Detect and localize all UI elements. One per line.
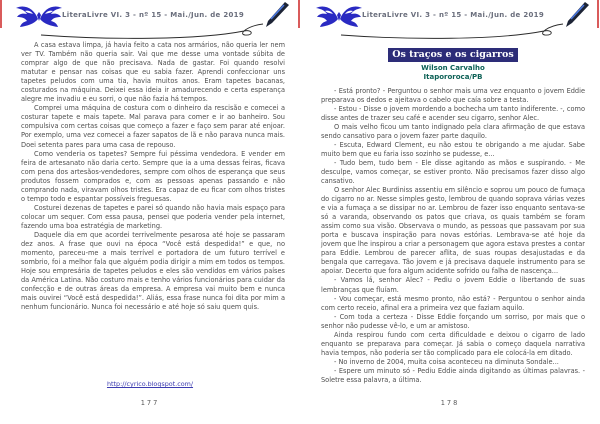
paragraph: Costurei dezenas de tapetes e parei só quando não havia mais espaço para colocar um sequer. Com essa pausa, pensei que poderia vender pela internet, fazendo uma boa estratégia de marketing. [21,203,285,230]
issue-title: LiteraLivre VI. 3 - nº 15 - Mai./Jun. de 2019 [62,11,244,19]
story-text-column [321,87,585,386]
page-header [321,0,585,41]
story-author: Wilson Carvalho [421,63,485,72]
story-heading [321,42,585,82]
right-page [300,0,600,424]
paragraph: - Escuta, Edward Clement, eu não estou te obrigando a me ajudar. Sabe muito bem que eu faria isso sozinho se pudesse, e... [321,140,585,158]
story-title: Os traços e os cigarros [388,48,518,62]
page-header [21,0,285,41]
paragraph: A casa estava limpa, já havia feito a cata nos armários, não queria ler nem ver TV. Também não queria sair. Vai que me desse uma vontade súbita de comprar algo de que não precisava. Nada de gastar. Foi quando resolvi matutar e pensar nas coisas que eu sabia fazer. Aprendi confeccionar uns tapetes peludos com uma tia, havia muitos anos. Eram tapetes bacanas, costurados na máquina. Deixei essa ideia ir amadurecendo e certa esperança alegre me invadiu e eu sorri, o que não fazia há tempos. [21,41,285,104]
paragraph: Daquele dia em que acordei terrivelmente pesarosa até hoje se passaram dez anos. A frase que ouvi na época “Você está despedida!” e que, no momento, pareceu-me a mais terrível e portadora de um futuro terrível e sombrio, foi a melhor fala que alguém podia dirigir a mim em todos os tempos. Hoje sou empresária de tapetes peludos e eles são vendidos em vários países da América Latina. Não costuro mais e tenho vários funcionários para cuidar da confecção e de outras áreas da empresa. A empresa vai muito bem e nunca mais ouvirei “Você está despedida!”. Aliás, essa frase nunca foi dita por mim a nenhum funcionário. Nunca foi necessário e até hoje só saiu quem quis. [21,230,285,312]
paragraph: Como venderia os tapetes? Sempre fui péssima vendedora. E vender em feira de artesanato não daria certo. Sempre que ia a uma dessas feiras, ficava com pena dos artesãos-vendedores, sempre com olhos de esperança que seus produtos fossem comprados e, com as pessoas apenas passando e não comprando nada, viravam olhos tristes. Era capaz de eu ficar com olhos tristes o tempo todo e espantar possíveis freguesas. [21,149,285,203]
paragraph: - Com toda a certeza - Disse Eddie forçando um sorriso, por mais que o senhor não pudesse vê-lo, e um ar amistoso. [321,312,585,330]
paragraph: - Está pronto? - Perguntou o senhor mais uma vez enquanto o jovem Eddie preparava os dedos e ajeitava o cabelo que caía sobre a testa. [321,86,585,104]
paragraph: Ainda respirou fundo com certa dificuldade e deixou o cigarro de lado enquanto se preparava para começar. Já sabia o começo daquela narrativa havia tempos, não poderia ser tão complicado para ele colocá-la em ditado. [321,330,585,357]
paragraph: O mais velho ficou um tanto indignado pela clara afirmação de que estava sendo cansativo para o jovem fazer parte daquilo. [321,122,585,140]
paragraph: - Vamos lá, senhor Alec? - Pediu o jovem Eddie o libertando de suas lembranças que fluíam. [321,276,585,294]
page-number: 177 [140,399,160,407]
author-blog-link[interactable]: http://cyrico.blogspot.com/ [106,380,194,388]
paragraph: - Vou começar, está mesmo pronto, não está? - Perguntou o senhor ainda com certo receio, afinal era a primeira vez que faziam aquilo. [321,294,585,312]
paragraph: Comprei uma máquina de costura com o dinheiro da rescisão e comecei a costurar tapete e mais tapete. Mal parava para comer e ir ao banheiro. Sou compulsiva com certas coisas que começo a fazer e faço sem parar até enjoar. Por exemplo, uma vez comecei a fazer sapatos de lã e não parava nunca mais. Doei setenta pares para uma casa de repouso. [21,104,285,149]
paragraph: O senhor Alec Burdiniss assentiu em silêncio e soprou um pouco de fumaça do cigarro no ar. Nesse simples gesto, lembrou de quando soprava várias vezes e via a fumaça a se dissipar no ar. Lembrou de fazer isso enquanto sentava-se só a varanda, observando os patos que criava, os quais também se foram assim como sua visão. Observava o mundo, as pessoas que passavam por sua porta e buscava inspiração para novas estórias. Lembrava-se até hoje da jovem que lhe inspirou a criar a personagem que agora estava prestes a contar para Eddie. Lembrou de parecer aflita, de suas roupas desajustadas e da bengala que carregava. Tão jovem e já precisava daquele instrumento para se apoiar. Decerto que fora algum acidente sofrido ou falha de nascença... [321,186,585,276]
paragraph: - Estou - Disse o jovem mordendo a bochecha um tanto indiferente. -, como disse antes de trazer seu café e acender seu cigarro, senhor Alec. [321,104,585,122]
issue-title: LiteraLivre VI. 3 - nº 15 - Mai./Jun. de 2019 [362,11,544,19]
paragraph: - Espere um minuto só - Pediu Eddie ainda digitando as últimas palavras. - Soletre essa palavra, a última. [321,366,585,384]
page-edge-mark [597,0,599,28]
story-text-column [21,41,285,312]
page-edge-mark [0,0,2,28]
swoosh-underline [339,23,579,39]
page-number: 178 [440,399,460,407]
page-edge-mark [298,0,300,28]
paragraph: - Tudo bem, tudo bem - Ele disse agitando as mãos e suspirando. - Me desculpe, vamos começar, se estiver pronto. Não precisamos fazer disso algo cansativo. [321,158,585,185]
story-author-location: Itapororoca/PB [423,72,483,81]
paragraph: - No inverno de 2004, muita coisa aconteceu na diminuta Sondale... [334,357,559,366]
author-blog-link-wrap [0,371,300,390]
swoosh-underline [39,23,279,39]
